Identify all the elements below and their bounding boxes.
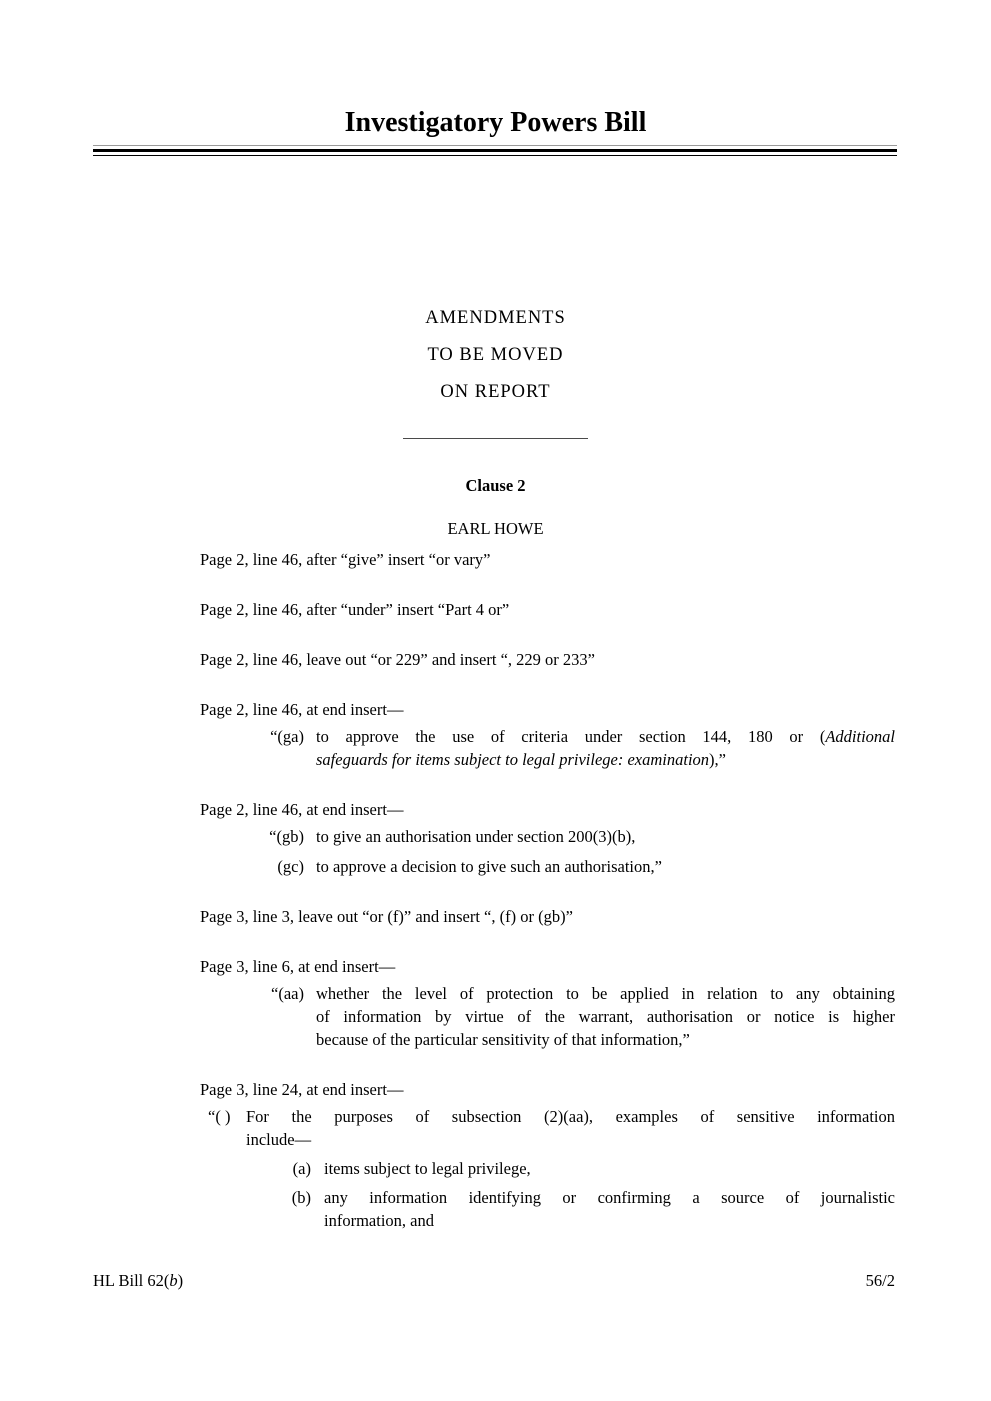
- amendment-7: [200, 955, 895, 1051]
- amendment-4-instruction: Page 2, line 46, at end insert—: [200, 700, 404, 719]
- item-aa-line1: whether the level of protection to be applied in relation to any obtaining: [316, 984, 895, 1003]
- amendments-list: [200, 548, 895, 1232]
- item-aa-line3: because of the particular sensitivity of that information,”: [316, 1030, 690, 1049]
- amendment-8: [200, 1078, 895, 1232]
- item-text-gb: to give an authorisation under section 200(3)(b),: [316, 827, 636, 846]
- item-ga-line2-italic: safeguards for items subject to legal privilege: examination: [316, 750, 710, 769]
- item-b-line1: any information identifying or confirming a source of journalistic: [324, 1188, 895, 1207]
- item-marker-aa: “(aa): [271, 984, 304, 1003]
- amendment-5-item-gb: [248, 825, 895, 848]
- item-ga-line2-roman: ),”: [709, 750, 726, 769]
- amendment-4: [200, 698, 895, 771]
- paragraph-line1: For the purposes of subsection (2)(aa), examples of sensitive information: [246, 1107, 895, 1126]
- mover-name: EARL HOWE: [447, 519, 544, 538]
- footer-page-ref: 56/2: [865, 1271, 895, 1290]
- item-marker-b: (b): [291, 1188, 311, 1207]
- amendment-3-instruction: Page 2, line 46, leave out “or 229” and insert “, 229 or 233”: [200, 650, 595, 669]
- item-ga-line1-roman: to approve the use of criteria under section 144, 180 or (: [316, 727, 826, 746]
- clause-heading: Clause 2: [465, 476, 526, 495]
- amendment-2: [200, 598, 895, 621]
- page-footer: [93, 1270, 895, 1292]
- amendment-1-instruction: Page 2, line 46, after “give” insert “or vary”: [200, 550, 491, 569]
- amendment-8-instruction: Page 3, line 24, at end insert—: [200, 1080, 404, 1099]
- item-aa-line2: of information by virtue of the warrant, authorisation or notice is higher: [316, 1007, 895, 1026]
- item-marker-ga: “(ga): [270, 727, 304, 746]
- amendment-8-item-b: [285, 1186, 895, 1232]
- item-ga-line1: [316, 725, 895, 748]
- item-ga-line2: [316, 748, 895, 771]
- item-b-line2: information, and: [324, 1211, 434, 1230]
- footer-bill-number-prefix: HL Bill 62(: [93, 1271, 170, 1290]
- item-text-b: [324, 1186, 895, 1232]
- amendments-heading-line3: ON REPORT: [440, 382, 551, 402]
- paragraph-marker: “( ): [208, 1107, 231, 1126]
- item-text-aa: [316, 982, 895, 1051]
- amendment-4-item-ga: [248, 725, 895, 771]
- amendment-5-instruction: Page 2, line 46, at end insert—: [200, 800, 404, 819]
- amendment-3: [200, 648, 895, 671]
- item-text-a: items subject to legal privilege,: [324, 1159, 531, 1178]
- item-marker-a: (a): [292, 1159, 311, 1178]
- paragraph-line2: include—: [246, 1130, 312, 1149]
- amendment-5: [200, 798, 895, 878]
- title-rule-double-line: [93, 149, 897, 156]
- amendments-heading-line1: AMENDMENTS: [425, 308, 566, 328]
- footer-bill-number: [93, 1270, 183, 1292]
- amendment-8-item-a: [285, 1157, 895, 1180]
- item-text-gc: to approve a decision to give such an authorisation,”: [316, 857, 662, 876]
- paragraph-text: [246, 1105, 895, 1151]
- title-rule-thin-line: [93, 145, 897, 146]
- amendment-7-item-aa: [248, 982, 895, 1051]
- item-marker-gc: (gc): [277, 857, 304, 876]
- amendment-6-instruction: Page 3, line 3, leave out “or (f)” and insert “, (f) or (gb)”: [200, 907, 573, 926]
- amendments-heading-line2: TO BE MOVED: [427, 345, 564, 365]
- item-text-ga: [316, 725, 895, 771]
- footer-bill-number-letter: b: [169, 1271, 178, 1290]
- heading-separator-line: [403, 438, 588, 439]
- amendment-2-instruction: Page 2, line 46, after “under” insert “Part 4 or”: [200, 600, 510, 619]
- amendment-6: [200, 905, 895, 928]
- amendment-5-item-gc: [248, 855, 895, 878]
- bill-title: Investigatory Powers Bill: [344, 107, 647, 138]
- amendment-8-paragraph: [208, 1105, 895, 1151]
- amendments-heading: [0, 300, 991, 411]
- amendment-7-instruction: Page 3, line 6, at end insert—: [200, 957, 396, 976]
- title-rule: [93, 145, 897, 156]
- amendment-1: [200, 548, 895, 571]
- item-ga-line1-italic: Additional: [825, 727, 895, 746]
- footer-bill-number-suffix: ): [177, 1271, 184, 1290]
- item-marker-gb: “(gb): [269, 827, 304, 846]
